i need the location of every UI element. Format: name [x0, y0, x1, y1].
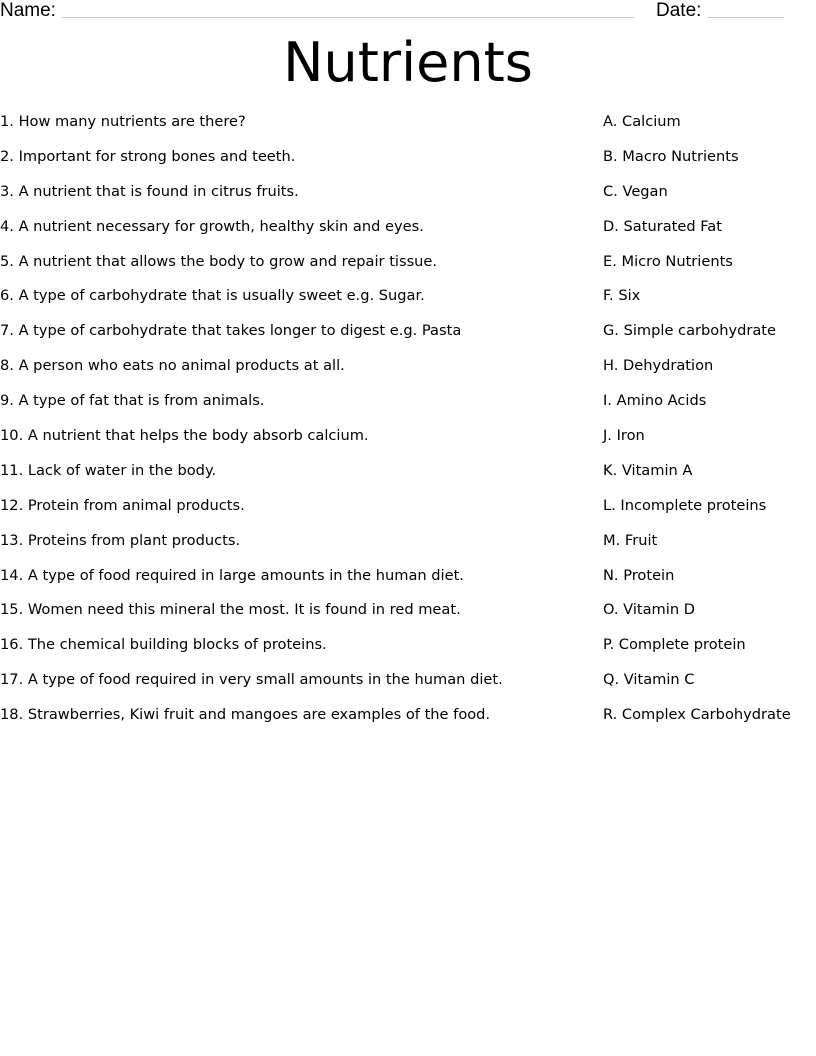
worksheet-title: Nutrients — [283, 31, 533, 94]
date-label: Date: — [656, 0, 702, 21]
name-label: Name: — [0, 0, 56, 21]
answer-item: A. Calcium — [603, 113, 681, 130]
answer-item: P. Complete protein — [603, 636, 746, 654]
question-item: 1. How many nutrients are there? — [0, 113, 246, 130]
answer-item: J. Iron — [603, 427, 645, 445]
answer-item: M. Fruit — [603, 531, 658, 549]
question-item: 5. A nutrient that allows the body to grow and repair tissue. — [0, 252, 438, 270]
question-item: 10. A nutrient that helps the body absorb calcium. — [0, 427, 369, 445]
question-item: 8. A person who eats no animal products at all. — [0, 357, 345, 375]
question-item: 9. A type of fat that is from animals. — [0, 392, 265, 410]
question-item: 17. A type of food required in very small amounts in the human diet. — [0, 671, 503, 689]
answer-list — [603, 111, 813, 739]
worksheet-header — [0, 0, 816, 24]
answer-item: Q. Vitamin C — [603, 671, 695, 689]
question-item: 6. A type of carbohydrate that is usually sweet e.g. Sugar. — [0, 287, 425, 305]
answer-item: R. Complex Carbohydrate — [603, 706, 791, 724]
question-item: 14. A type of food required in large amounts in the human diet. — [0, 566, 464, 584]
answer-item: L. Incomplete proteins — [603, 496, 767, 514]
answer-item: B. Macro Nutrients — [603, 147, 739, 165]
answer-item: F. Six — [603, 287, 641, 305]
question-item: 11. Lack of water in the body. — [0, 461, 217, 479]
question-item: 16. The chemical building blocks of proteins. — [0, 636, 327, 654]
question-item: 3. A nutrient that is found in citrus fruits. — [0, 182, 299, 200]
question-item: 4. A nutrient necessary for growth, healthy skin and eyes. — [0, 217, 424, 235]
answer-item: N. Protein — [603, 566, 675, 584]
date-line — [708, 17, 784, 18]
question-item: 18. Strawberries, Kiwi fruit and mangoes are examples of the food. — [0, 706, 491, 724]
answer-item: H. Dehydration — [603, 357, 714, 375]
answer-item: D. Saturated Fat — [603, 217, 722, 235]
answer-item: C. Vegan — [603, 182, 668, 200]
question-list — [0, 111, 590, 739]
question-item: 7. A type of carbohydrate that takes longer to digest e.g. Pasta — [0, 322, 462, 340]
answer-item: E. Micro Nutrients — [603, 252, 733, 270]
name-line — [62, 17, 634, 18]
question-item: 12. Protein from animal products. — [0, 496, 245, 514]
answer-item: G. Simple carbohydrate — [603, 322, 777, 340]
answer-item: K. Vitamin A — [603, 461, 693, 479]
question-item: 2. Important for strong bones and teeth. — [0, 147, 296, 165]
answer-item: O. Vitamin D — [603, 601, 695, 619]
question-item: 15. Women need this mineral the most. It is found in red meat. — [0, 601, 461, 619]
answer-item: I. Amino Acids — [603, 392, 707, 410]
question-item: 13. Proteins from plant products. — [0, 531, 241, 549]
